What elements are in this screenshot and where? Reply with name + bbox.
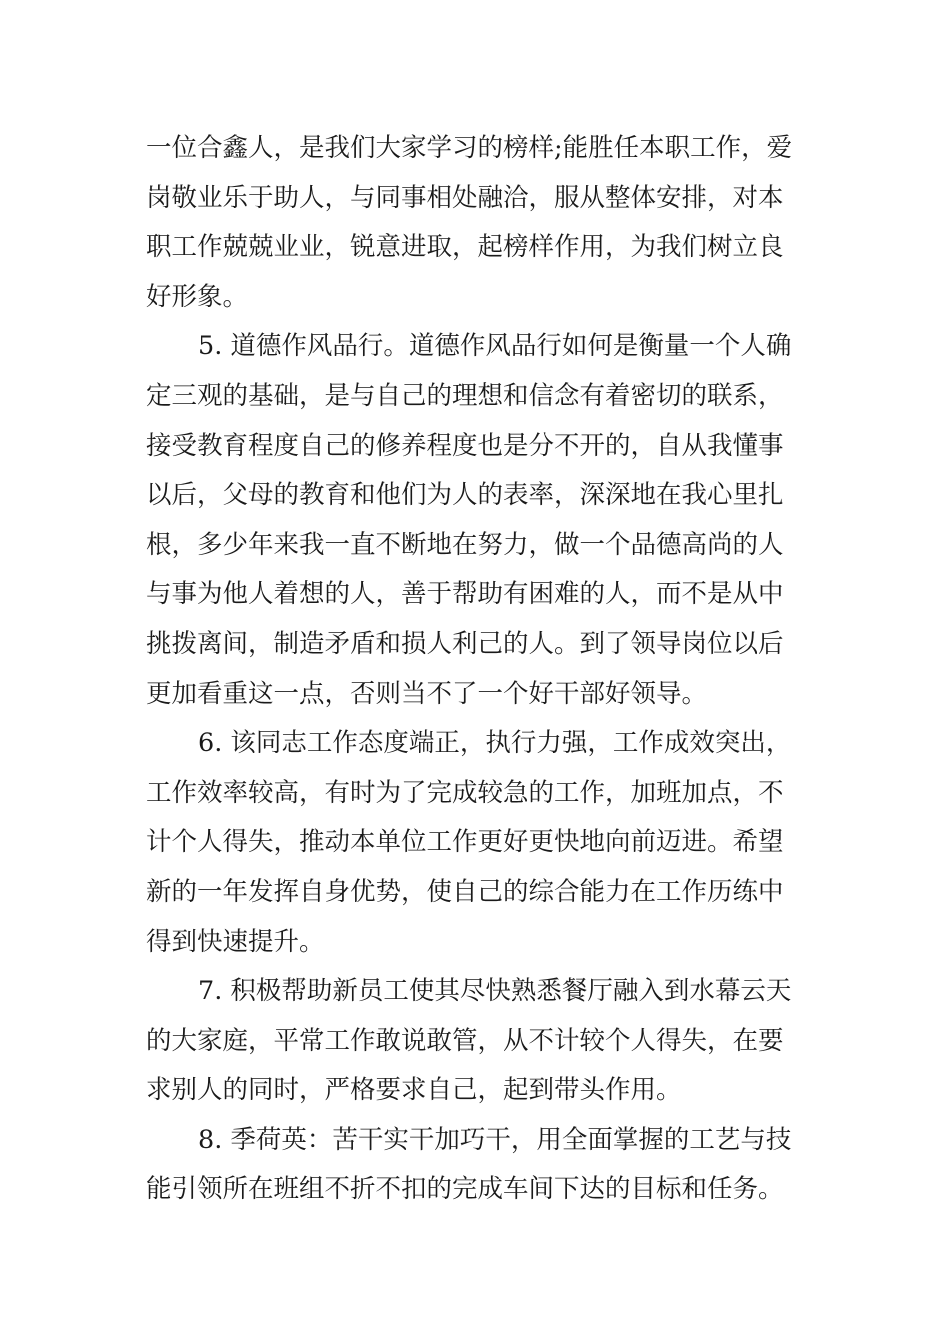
paragraph-line: 得到快速提升。 xyxy=(146,926,325,957)
paragraph-line: 工作效率较高，有时为了完成较急的工作，加班加点，不 xyxy=(146,777,784,808)
paragraph-line: 新的一年发挥自身优势，使自己的综合能力在工作历练中 xyxy=(146,876,784,907)
paragraph-line: 求别人的同时，严格要求自己，起到带头作用。 xyxy=(146,1075,682,1106)
paragraph-line: 定三观的基础，是与自己的理想和信念有着密切的联系， xyxy=(146,380,784,411)
paragraph-line: 的大家庭，平常工作敢说敢管，从不计较个人得失，在要 xyxy=(146,1025,784,1056)
paragraph-line: 与事为他人着想的人，善于帮助有困难的人，而不是从中 xyxy=(146,579,784,610)
paragraph-8-first-line: 8. 季荷英：苦干实干加巧干，用全面掌握的工艺与技 xyxy=(198,1124,792,1155)
paragraph-line: 更加看重这一点，否则当不了一个好干部好领导。 xyxy=(146,678,708,709)
paragraph-line: 计个人得失，推动本单位工作更好更快地向前迈进。希望 xyxy=(146,827,784,858)
paragraph-line: 职工作兢兢业业，锐意进取，起榜样作用，为我们树立良 xyxy=(146,232,784,263)
paragraph-7-first-line: 7. 积极帮助新员工使其尽快熟悉餐厅融入到水幕云天 xyxy=(198,976,792,1007)
paragraph-line: 根，多少年来我一直不断地在努力，做一个品德高尚的人 xyxy=(146,529,784,560)
paragraph-line: 能引领所在班组不折不扣的完成车间下达的目标和任务。 xyxy=(146,1174,784,1205)
paragraph-6-first-line: 6. 该同志工作态度端正，执行力强，工作成效突出， xyxy=(198,728,792,759)
paragraph-line: 挑拨离间，制造矛盾和损人利己的人。到了领导岗位以后 xyxy=(146,628,784,659)
paragraph-line: 接受教育程度自己的修养程度也是分不开的，自从我懂事 xyxy=(146,430,784,461)
paragraph-line: 以后，父母的教育和他们为人的表率，深深地在我心里扎 xyxy=(146,480,784,511)
paragraph-line: 好形象。 xyxy=(146,281,249,312)
paragraph-line: 岗敬业乐于助人，与同事相处融洽，服从整体安排，对本 xyxy=(146,182,784,213)
paragraph-5-first-line: 5. 道德作风品行。道德作风品行如何是衡量一个人确 xyxy=(198,331,792,362)
paragraph-line: 一位合鑫人，是我们大家学习的榜样;能胜任本职工作，爱 xyxy=(146,133,793,163)
document-body xyxy=(146,124,816,1215)
